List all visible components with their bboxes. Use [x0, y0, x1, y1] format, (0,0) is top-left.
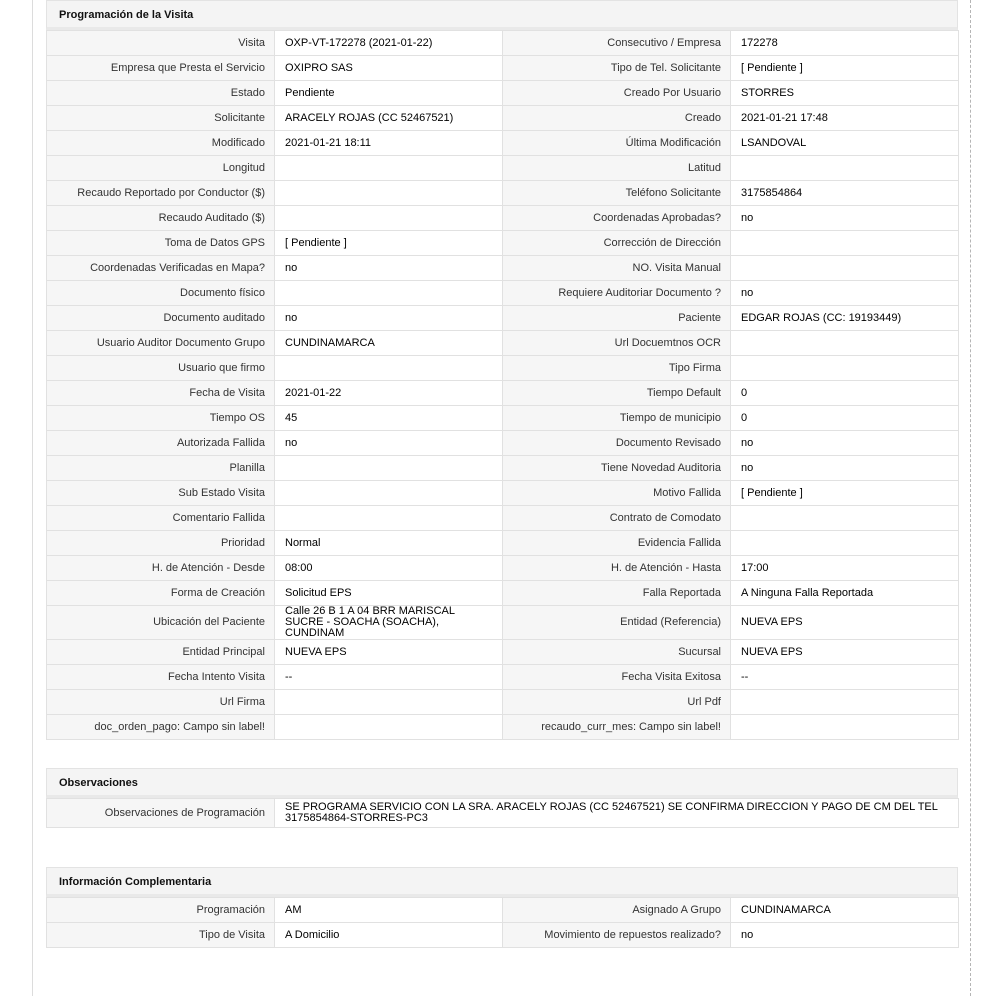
field-value: [ Pendiente ] — [275, 231, 503, 256]
field-label: Consecutivo / Empresa — [503, 31, 731, 56]
field-value: no — [275, 306, 503, 331]
field-value: A Domicilio — [275, 923, 503, 948]
table-row — [47, 281, 959, 306]
field-value: no — [731, 456, 959, 481]
field-value — [275, 206, 503, 231]
field-label: Estado — [47, 81, 275, 106]
field-value — [731, 256, 959, 281]
field-label: Fecha Visita Exitosa — [503, 665, 731, 690]
table-row — [47, 56, 959, 81]
field-value: no — [731, 923, 959, 948]
field-value: Solicitud EPS — [275, 581, 503, 606]
field-value: 2021-01-21 18:11 — [275, 131, 503, 156]
field-label: Tiempo de municipio — [503, 406, 731, 431]
table-row — [47, 799, 959, 828]
field-value — [731, 531, 959, 556]
field-value: Pendiente — [275, 81, 503, 106]
table-row — [47, 715, 959, 740]
field-label: Recaudo Auditado ($) — [47, 206, 275, 231]
field-value: AM — [275, 898, 503, 923]
field-label: Url Docuemtnos OCR — [503, 331, 731, 356]
field-label: Evidencia Fallida — [503, 531, 731, 556]
field-label: Longitud — [47, 156, 275, 181]
programacion-section — [46, 0, 958, 740]
observaciones-label: Observaciones de Programación — [47, 799, 275, 828]
field-label: Movimiento de repuestos realizado? — [503, 923, 731, 948]
field-value — [275, 715, 503, 740]
field-label: Sucursal — [503, 640, 731, 665]
field-label: Tipo Firma — [503, 356, 731, 381]
table-row — [47, 381, 959, 406]
complementaria-table — [46, 897, 959, 948]
field-label: Usuario Auditor Documento Grupo — [47, 331, 275, 356]
table-row — [47, 640, 959, 665]
field-value: 0 — [731, 381, 959, 406]
field-label: Tiempo Default — [503, 381, 731, 406]
field-label: Paciente — [503, 306, 731, 331]
field-value: 08:00 — [275, 556, 503, 581]
page-frame-left-border — [32, 0, 33, 996]
field-value — [275, 506, 503, 531]
field-value: Normal — [275, 531, 503, 556]
field-label: Teléfono Solicitante — [503, 181, 731, 206]
field-value: LSANDOVAL — [731, 131, 959, 156]
field-label: Creado Por Usuario — [503, 81, 731, 106]
field-label: NO. Visita Manual — [503, 256, 731, 281]
field-label: Contrato de Comodato — [503, 506, 731, 531]
field-label: Fecha Intento Visita — [47, 665, 275, 690]
field-label: doc_orden_pago: Campo sin label! — [47, 715, 275, 740]
field-value: no — [731, 431, 959, 456]
page-frame-right-border — [970, 0, 971, 996]
field-value — [275, 456, 503, 481]
complementaria-header: Información Complementaria — [46, 867, 958, 897]
field-value: [ Pendiente ] — [731, 56, 959, 81]
field-value: OXIPRO SAS — [275, 56, 503, 81]
table-row — [47, 31, 959, 56]
field-value: ARACELY ROJAS (CC 52467521) — [275, 106, 503, 131]
field-value: 172278 — [731, 31, 959, 56]
field-value: 17:00 — [731, 556, 959, 581]
table-row — [47, 306, 959, 331]
field-value — [275, 356, 503, 381]
table-row — [47, 156, 959, 181]
field-value: no — [275, 256, 503, 281]
field-value — [275, 281, 503, 306]
field-label: H. de Atención - Desde — [47, 556, 275, 581]
field-label: Forma de Creación — [47, 581, 275, 606]
field-value: A Ninguna Falla Reportada — [731, 581, 959, 606]
table-row — [47, 206, 959, 231]
field-value: [ Pendiente ] — [731, 481, 959, 506]
field-label: Entidad (Referencia) — [503, 606, 731, 640]
field-label: Creado — [503, 106, 731, 131]
field-value — [731, 715, 959, 740]
observaciones-header: Observaciones — [46, 768, 958, 798]
observaciones-table — [46, 798, 959, 828]
field-value: NUEVA EPS — [731, 606, 959, 640]
table-row — [47, 665, 959, 690]
field-label: Planilla — [47, 456, 275, 481]
complementaria-section — [46, 867, 958, 948]
field-value — [275, 690, 503, 715]
table-row — [47, 106, 959, 131]
field-label: Tipo de Tel. Solicitante — [503, 56, 731, 81]
field-value — [275, 156, 503, 181]
field-value: NUEVA EPS — [731, 640, 959, 665]
field-value — [731, 331, 959, 356]
field-label: Solicitante — [47, 106, 275, 131]
field-label: H. de Atención - Hasta — [503, 556, 731, 581]
field-value — [731, 506, 959, 531]
table-row — [47, 181, 959, 206]
field-value: 0 — [731, 406, 959, 431]
field-value: 2021-01-22 — [275, 381, 503, 406]
field-value: 45 — [275, 406, 503, 431]
table-row — [47, 456, 959, 481]
field-label: Empresa que Presta el Servicio — [47, 56, 275, 81]
field-label: Ubicación del Paciente — [47, 606, 275, 640]
field-value: 2021-01-21 17:48 — [731, 106, 959, 131]
field-label: Latitud — [503, 156, 731, 181]
table-row — [47, 581, 959, 606]
field-value: CUNDINAMARCA — [731, 898, 959, 923]
field-label: Fecha de Visita — [47, 381, 275, 406]
field-label: Recaudo Reportado por Conductor ($) — [47, 181, 275, 206]
table-row — [47, 690, 959, 715]
field-label: Tipo de Visita — [47, 923, 275, 948]
field-label: Usuario que firmo — [47, 356, 275, 381]
table-row — [47, 481, 959, 506]
field-value: no — [731, 206, 959, 231]
field-label: Corrección de Dirección — [503, 231, 731, 256]
field-label: Requiere Auditoriar Documento ? — [503, 281, 731, 306]
table-row — [47, 406, 959, 431]
field-value — [731, 356, 959, 381]
table-row — [47, 606, 959, 640]
field-label: Última Modificación — [503, 131, 731, 156]
field-label: Visita — [47, 31, 275, 56]
field-label: Entidad Principal — [47, 640, 275, 665]
field-label: Prioridad — [47, 531, 275, 556]
table-row — [47, 131, 959, 156]
field-value: -- — [275, 665, 503, 690]
field-label: Asignado A Grupo — [503, 898, 731, 923]
field-value: EDGAR ROJAS (CC: 19193449) — [731, 306, 959, 331]
field-label: Falla Reportada — [503, 581, 731, 606]
field-label: Motivo Fallida — [503, 481, 731, 506]
field-label: Sub Estado Visita — [47, 481, 275, 506]
table-row — [47, 506, 959, 531]
table-row — [47, 431, 959, 456]
observaciones-value: SE PROGRAMA SERVICIO CON LA SRA. ARACELY ROJAS (CC 52467521) SE CONFIRMA DIRECCION Y PAGO DE CM DEL TEL 3175854864-STORRES-PC3 — [275, 799, 959, 828]
programacion-table — [46, 30, 959, 740]
field-label: Documento auditado — [47, 306, 275, 331]
table-row — [47, 331, 959, 356]
field-label: Tiene Novedad Auditoria — [503, 456, 731, 481]
field-label: Programación — [47, 898, 275, 923]
table-row — [47, 231, 959, 256]
field-value: no — [731, 281, 959, 306]
field-label: Coordenadas Verificadas en Mapa? — [47, 256, 275, 281]
field-label: Url Firma — [47, 690, 275, 715]
field-value — [275, 481, 503, 506]
programacion-header: Programación de la Visita — [46, 0, 958, 30]
field-value: CUNDINAMARCA — [275, 331, 503, 356]
field-label: Documento físico — [47, 281, 275, 306]
field-label: Autorizada Fallida — [47, 431, 275, 456]
table-row — [47, 256, 959, 281]
table-row — [47, 81, 959, 106]
field-value — [731, 156, 959, 181]
field-label: Tiempo OS — [47, 406, 275, 431]
field-value: STORRES — [731, 81, 959, 106]
table-row — [47, 898, 959, 923]
field-label: Toma de Datos GPS — [47, 231, 275, 256]
field-value: -- — [731, 665, 959, 690]
field-label: Documento Revisado — [503, 431, 731, 456]
table-row — [47, 356, 959, 381]
field-label: Comentario Fallida — [47, 506, 275, 531]
field-value — [275, 181, 503, 206]
field-value: 3175854864 — [731, 181, 959, 206]
field-value: no — [275, 431, 503, 456]
observaciones-section — [46, 768, 958, 828]
field-label: Url Pdf — [503, 690, 731, 715]
table-row — [47, 556, 959, 581]
table-row — [47, 531, 959, 556]
field-value — [731, 690, 959, 715]
field-label: Modificado — [47, 131, 275, 156]
field-label: Coordenadas Aprobadas? — [503, 206, 731, 231]
field-value: Calle 26 B 1 A 04 BRR MARISCAL SUCRE - SOACHA (SOACHA), CUNDINAM — [275, 606, 503, 640]
field-value — [731, 231, 959, 256]
table-row — [47, 923, 959, 948]
field-value: NUEVA EPS — [275, 640, 503, 665]
field-label: recaudo_curr_mes: Campo sin label! — [503, 715, 731, 740]
field-value: OXP-VT-172278 (2021-01-22) — [275, 31, 503, 56]
